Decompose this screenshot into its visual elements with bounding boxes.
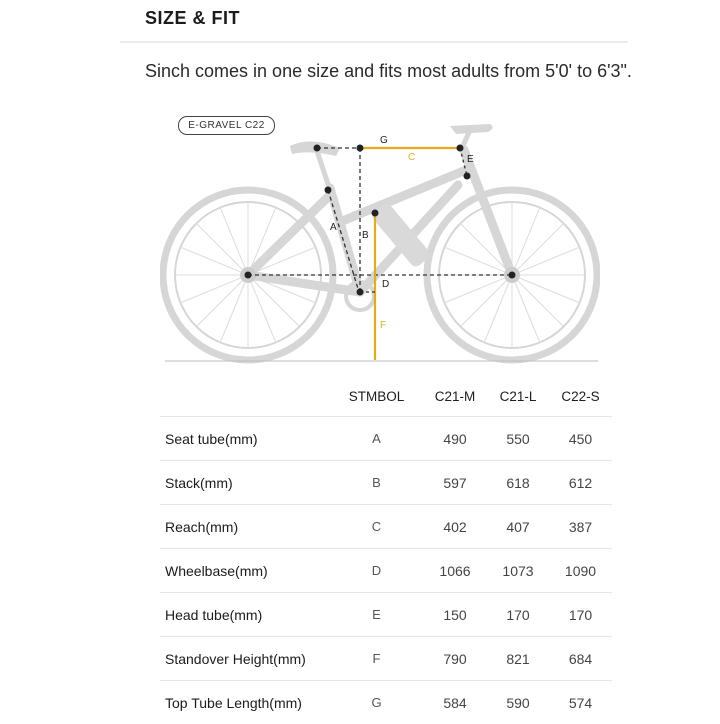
cell-c21-m: 584 <box>423 681 487 724</box>
cell-c21-m: 790 <box>423 637 487 681</box>
header-c22-s: C22-S <box>549 376 612 417</box>
cell-c21-l: 170 <box>487 593 549 637</box>
row-label: Reach(mm) <box>160 505 330 549</box>
cell-c21-m: 402 <box>423 505 487 549</box>
row-symbol: E <box>330 593 423 637</box>
label-d: D <box>382 279 389 290</box>
section-title: SIZE & FIT <box>145 8 240 29</box>
header-measurement <box>160 376 330 417</box>
row-label: Stack(mm) <box>160 461 330 505</box>
table-row <box>160 593 612 637</box>
row-symbol: C <box>330 505 423 549</box>
cell-c22-s: 170 <box>549 593 612 637</box>
cell-c21-l: 1073 <box>487 549 549 593</box>
row-symbol: F <box>330 637 423 681</box>
cell-c21-l: 407 <box>487 505 549 549</box>
row-label: Top Tube Length(mm) <box>160 681 330 724</box>
header-c21-m: C21-M <box>423 376 487 417</box>
table-header-row <box>160 376 612 417</box>
cell-c21-m: 490 <box>423 417 487 461</box>
cell-c22-s: 450 <box>549 417 612 461</box>
label-c: C <box>408 152 415 163</box>
header-c21-l: C21-L <box>487 376 549 417</box>
label-a: A <box>330 222 337 233</box>
row-symbol: A <box>330 417 423 461</box>
bike-geometry-diagram <box>160 110 600 368</box>
cell-c21-m: 1066 <box>423 549 487 593</box>
label-g: G <box>380 135 388 146</box>
cell-c22-s: 612 <box>549 461 612 505</box>
table-row <box>160 505 612 549</box>
table-row <box>160 461 612 505</box>
table-row <box>160 637 612 681</box>
model-badge: E-GRAVEL C22 <box>178 116 275 135</box>
label-e: E <box>467 154 474 165</box>
divider <box>120 41 628 43</box>
cell-c21-l: 618 <box>487 461 549 505</box>
row-label: Head tube(mm) <box>160 593 330 637</box>
intro-text: Sinch comes in one size and fits most adults from 5'0' to 6'3". <box>145 58 645 84</box>
row-label: Standover Height(mm) <box>160 637 330 681</box>
table-row <box>160 417 612 461</box>
cell-c22-s: 1090 <box>549 549 612 593</box>
cell-c22-s: 684 <box>549 637 612 681</box>
row-symbol: B <box>330 461 423 505</box>
cell-c21-m: 150 <box>423 593 487 637</box>
cell-c21-m: 597 <box>423 461 487 505</box>
table-row <box>160 681 612 724</box>
row-label: Wheelbase(mm) <box>160 549 330 593</box>
row-symbol: D <box>330 549 423 593</box>
cell-c22-s: 574 <box>549 681 612 724</box>
header-symbol: STMBOL <box>330 376 423 417</box>
cell-c21-l: 590 <box>487 681 549 724</box>
label-f: F <box>380 320 386 331</box>
row-symbol: G <box>330 681 423 724</box>
row-label: Seat tube(mm) <box>160 417 330 461</box>
table-row <box>160 549 612 593</box>
geometry-table <box>160 376 612 724</box>
cell-c22-s: 387 <box>549 505 612 549</box>
label-b: B <box>362 230 369 241</box>
cell-c21-l: 821 <box>487 637 549 681</box>
cell-c21-l: 550 <box>487 417 549 461</box>
